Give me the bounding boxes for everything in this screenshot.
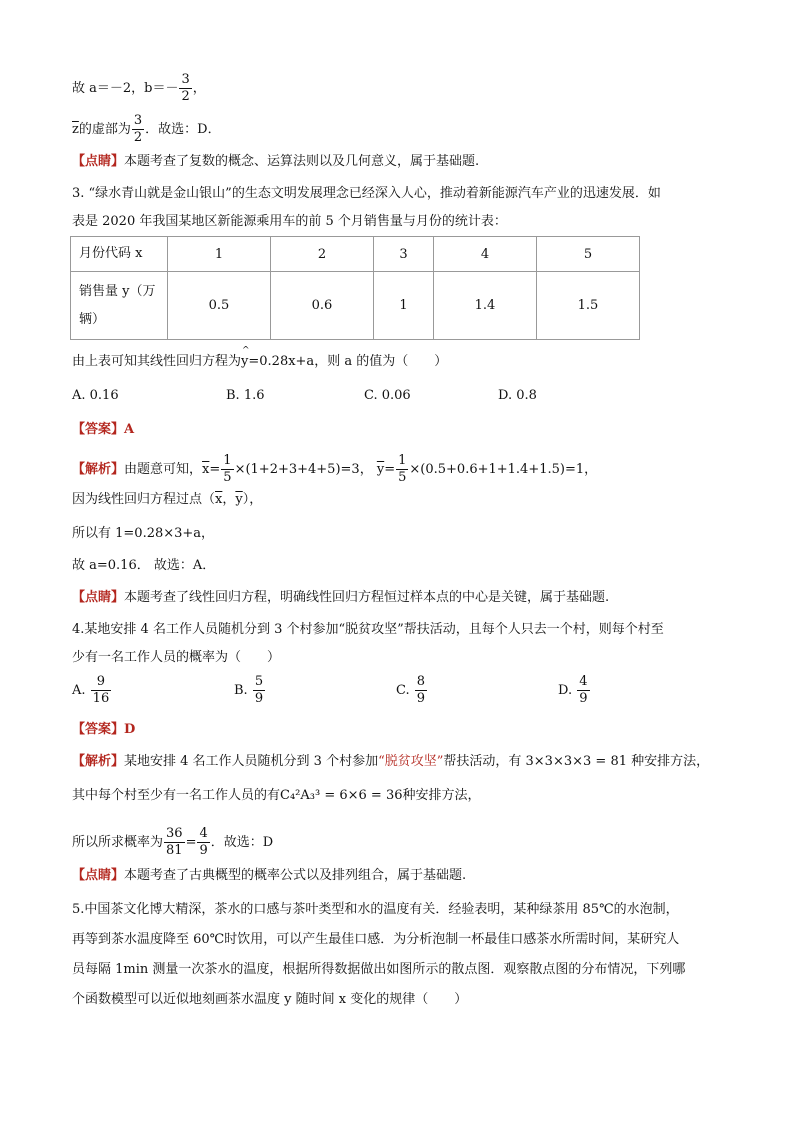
text: 故 a＝－2，b＝－ xyxy=(72,81,179,96)
q3-so: 所以有 1=0.28×3+a， xyxy=(72,526,215,541)
table-cell: 4 xyxy=(433,237,536,272)
fraction: $\frac{5}{9}$ xyxy=(254,674,264,706)
fraction: $\frac{9}{16}$ xyxy=(92,674,110,706)
q3-final: 故 a=0.16． 故选：A． xyxy=(72,558,216,573)
combination-formula: C₄²A₃³ = 6×6 = 36 xyxy=(280,788,403,803)
fraction: $\frac{3}{2}$ xyxy=(133,113,143,145)
q3-dianjing: 【点睛】本题考查了线性回归方程，明确线性回归方程恒过样本点的中心是关键，属于基础题. xyxy=(72,590,610,605)
table-cell: 1.5 xyxy=(536,272,639,340)
fraction: $\frac{36}{81}$ xyxy=(166,826,183,858)
q5-line-4: 个函数模型可以近似地刻画茶水温度 y 随时间 x 变化的规律（ ） xyxy=(72,992,468,1007)
fraction: $\frac{1}{5}$ xyxy=(398,453,407,485)
table-row xyxy=(71,272,640,340)
table-cell: 5 xyxy=(536,237,639,272)
fraction: $\frac{4}{9}$ xyxy=(579,674,588,706)
jiexi-tag: 【解析】 xyxy=(72,754,125,769)
q3-jiexi: 【解析】由题意可知，$\overline{x}=$ $\frac{1}{5}$ ×(1+2+3+4+5)=3， $\overline{y}=$ $\frac{1}{5}$ ×(0.5+0.6+1+1.4+1.5)=1， xyxy=(72,453,598,485)
table-cell: 1 xyxy=(168,237,271,272)
q3-pass-point: 因为线性回归方程过点（$\overline{x}$，$\overline{y}$）， xyxy=(72,492,263,507)
q5-line-2: 再等到茶水温度降至 60℃时饮用，可以产生最佳口感．为分析泡制一杯最佳口感茶水所需时间，某研究人 xyxy=(72,932,680,947)
fraction: $\frac{1}{5}$ xyxy=(223,453,232,485)
y-bar: $\overline{y}$ xyxy=(376,462,385,477)
q3-stem: 由上表可知其线性回归方程为^ y=0.28x+a，则 a 的值为（ ） xyxy=(72,352,447,372)
table-cell: 3 xyxy=(374,237,434,272)
q4-jiexi-1: 【解析】某地安排 4 名工作人员随机分到 3 个村参加“脱贫攻坚”帮扶活动，有 3×3×3×3 = 81 种安排方法， xyxy=(72,754,710,769)
q3-option-d: D. 0.8 xyxy=(498,388,537,403)
dianjing-tag: 【点睛】 xyxy=(72,868,125,883)
q4-option-a: A. $\frac{9}{16}$ xyxy=(72,674,110,706)
x-bar: $\overline{x}$ xyxy=(202,462,210,477)
q4-option-d: D. $\frac{4}{9}$ xyxy=(558,674,588,706)
table-cell: 1.4 xyxy=(433,272,536,340)
table-cell: 2 xyxy=(271,237,374,272)
y-hat: ^ y xyxy=(241,352,248,372)
q3-option-c: C. 0.06 xyxy=(364,388,411,403)
dianjing-tag: 【点睛】 xyxy=(72,154,125,169)
q4-dianjing: 【点睛】本题考查了古典概型的概率公式以及排列组合，属于基础题. xyxy=(72,868,467,883)
q4-line-2: 少有一名工作人员的概率为（ ） xyxy=(72,650,281,665)
prev-line-2: $\overline{z}$的虚部为 $\frac{3}{2}$ ．故选：D． xyxy=(72,113,221,145)
table-row xyxy=(71,237,640,272)
z-conjugate: $\overline{z}$ xyxy=(72,122,79,137)
answer-tag: 【答案】 xyxy=(72,722,125,737)
q5-line-3: 员每隔 1min 测量一次茶水的温度，根据所得数据做出如图所示的散点图．观察散点图的分布情况，下列哪 xyxy=(72,962,686,977)
q4-jiexi-3: 所以所求概率为 $\frac{36}{81}$ = $\frac{4}{9}$ ．故选：D xyxy=(72,826,274,858)
jiexi-tag: 【解析】 xyxy=(72,462,125,477)
q4-jiexi-2: 其中每个村至少有一名工作人员的有C₄²A₃³ = 6×6 = 36种安排方法， xyxy=(72,788,481,803)
q4-option-c: C. $\frac{8}{9}$ xyxy=(396,674,426,706)
table-cell: 1 xyxy=(374,272,434,340)
prev-dianjing: 【点睛】本题考查了复数的概念、运算法则以及几何意义，属于基础题. xyxy=(72,154,480,169)
q3-line-1: 3. “绿水青山就是金山银山”的生态文明发展理念已经深入人心，推动着新能源汽车产业的迅速发展．如 xyxy=(72,186,661,201)
fraction: $\frac{3}{2}$ xyxy=(181,72,190,104)
q4-option-b: B. $\frac{5}{9}$ xyxy=(234,674,264,706)
q4-answer: 【答案】D xyxy=(72,722,136,737)
prev-line-1: 故 a＝－2，b＝－ $\frac{3}{2}$ ， xyxy=(72,72,206,104)
q4-line-1: 4.某地安排 4 名工作人员随机分到 3 个村参加“脱贫攻坚”帮扶活动，且每个人只去一个村，则每个村至 xyxy=(72,622,664,637)
stat-table xyxy=(70,236,640,340)
table-header-x: 月份代码 x xyxy=(71,237,168,272)
q3-line-2: 表是 2020 年我国某地区新能源乘用车的前 5 个月销售量与月份的统计表： xyxy=(72,214,507,229)
q3-answer: 【答案】A xyxy=(72,422,135,437)
answer-tag: 【答案】 xyxy=(72,422,125,437)
q5-line-1: 5.中国茶文化博大精深，茶水的口感与茶叶类型和水的温度有关．经验表明，某种绿茶用 85℃的水泡制， xyxy=(72,902,679,917)
dianjing-tag: 【点睛】 xyxy=(72,590,125,605)
q3-option-b: B. 1.6 xyxy=(226,388,265,403)
q3-option-a: A. 0.16 xyxy=(72,388,119,403)
table-header-y: 销售量 y（万 辆） xyxy=(71,272,168,340)
table-cell: 0.5 xyxy=(168,272,271,340)
table-cell: 0.6 xyxy=(271,272,374,340)
fraction: $\frac{4}{9}$ xyxy=(199,826,208,858)
fraction: $\frac{8}{9}$ xyxy=(416,674,426,706)
